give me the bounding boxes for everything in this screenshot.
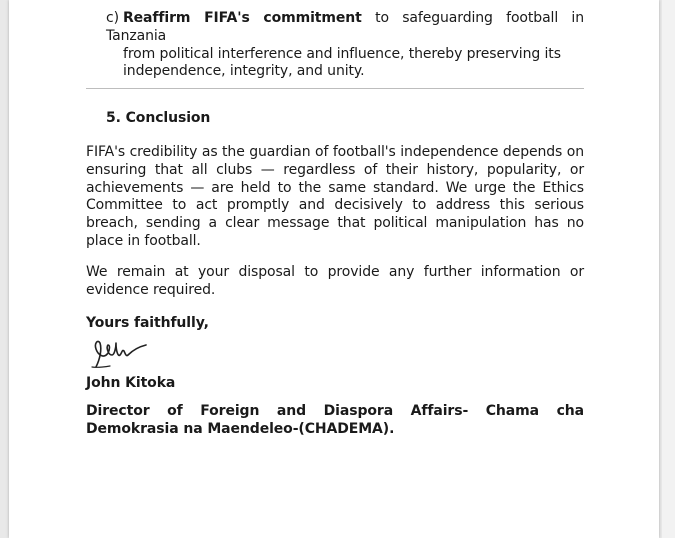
closing-salutation: Yours faithfully, bbox=[86, 315, 209, 331]
signatory-name: John Kitoka bbox=[86, 375, 176, 391]
list-item-line1-rest: to safeguarding football in Tanzania bbox=[106, 10, 584, 44]
handwritten-signature bbox=[88, 337, 160, 371]
section-divider bbox=[86, 88, 584, 89]
conclusion-paragraph: FIFA's credibility as the guardian of football's independence depends on ensuring that all clubs — regardless of their history, popularity, or achievements — are held to the same standard. We urge the Ethics Committee to act promptly and decisively to address this serious breach, sending a clear message that political manipulation has no place in football. bbox=[86, 144, 584, 249]
signatory-title: Director of Foreign and Diaspora Affairs- Chama cha Demokrasia na Maendeleo-(CHADEMA). bbox=[86, 403, 584, 437]
list-marker: c) bbox=[106, 10, 119, 26]
availability-paragraph: We remain at your disposal to provide any further information or evidence required. bbox=[86, 264, 584, 298]
list-item-c bbox=[106, 10, 584, 81]
list-item-bold-lead: Reaffirm FIFA's commitment bbox=[122, 10, 362, 26]
list-item-line3: independence, integrity, and unity. bbox=[123, 63, 365, 80]
page-edge bbox=[662, 0, 675, 538]
list-item-line2: from political interference and influence, thereby preserving its bbox=[123, 45, 561, 62]
section-heading: 5. Conclusion bbox=[106, 110, 211, 126]
